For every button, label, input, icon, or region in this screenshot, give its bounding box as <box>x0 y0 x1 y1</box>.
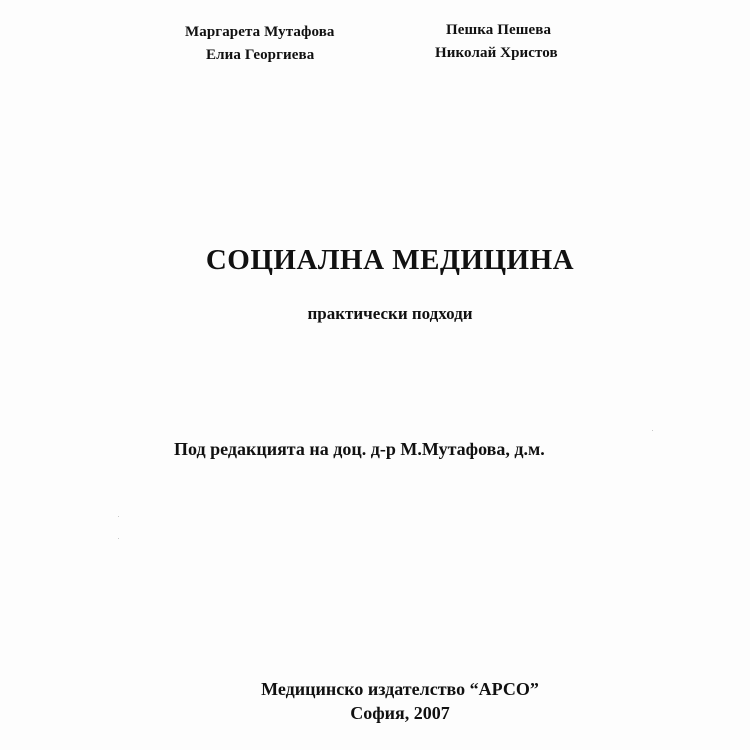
author-name: Николай Христов <box>435 45 558 61</box>
author-name: Пешка Пешева <box>446 22 552 38</box>
scan-speck <box>652 430 653 431</box>
scan-speck <box>118 538 119 539</box>
author-name: Маргарета Мутафова <box>185 24 335 40</box>
place-year-line: София, 2007 <box>350 703 450 723</box>
book-title: СОЦИАЛНА МЕДИЦИНА <box>205 244 575 276</box>
book-subtitle: практически подходи <box>307 304 473 323</box>
editor-line: Под редакцията на доц. д-р М.Мутафова, д.м. <box>174 439 545 459</box>
scan-speck <box>118 516 119 517</box>
author-name: Елиа Георгиева <box>206 47 315 63</box>
publisher-line: Медицинско издателство “АРСО” <box>261 679 539 699</box>
